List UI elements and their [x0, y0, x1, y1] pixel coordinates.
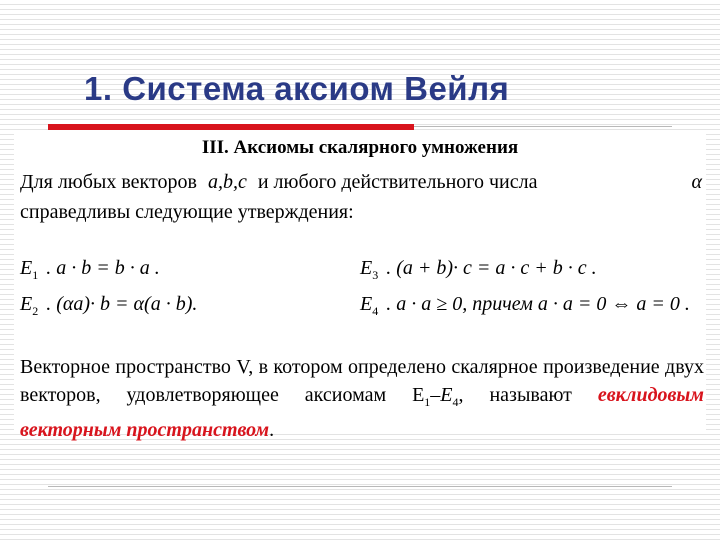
axiom-e2-label: $E_2$ — [20, 293, 39, 318]
axiom-e4 — [360, 293, 690, 319]
intro-suffix: и любого действительного числа — [257, 171, 538, 193]
axiom-e3-label: $E_3$ — [360, 257, 379, 282]
axiom-e1-label: $E_1$ — [20, 257, 39, 282]
axiom-e1-formula: . a · b = b · a . — [46, 257, 160, 279]
definition-text-1: Векторное пространство V, в котором определено скалярное произведение двух векторов, удовлетворяющее аксиомам E — [20, 356, 704, 406]
axiom-e2 — [20, 293, 197, 319]
axiom-e4-formula: . a · a ≥ 0, причем a · a = 0 ⇔ a = 0 . — [386, 293, 690, 315]
axiom-e4-label: $E_4$ — [360, 293, 379, 318]
definition-index-2: 4 — [452, 395, 459, 409]
title-underline-grey — [414, 126, 672, 127]
title-underline-red — [48, 124, 414, 130]
definition-end: . — [269, 419, 275, 441]
axiom-e2-formula: . (αa)· b = α(a · b). — [46, 293, 198, 315]
bottom-divider — [48, 486, 672, 487]
definition-text-2: , называют — [458, 384, 572, 406]
intro-prefix: Для любых векторов — [20, 171, 197, 193]
definition-index-1: 1 — [424, 395, 431, 409]
axiom-e1 — [20, 257, 160, 283]
intro-alpha: α — [691, 171, 702, 193]
slide-title: 1. Система аксиом Вейля — [84, 70, 510, 107]
definition-dash: –E — [430, 384, 453, 406]
definition-paragraph — [20, 353, 704, 444]
definition-highlight: евклидовым векторным пространством — [20, 384, 704, 441]
slide-content — [14, 133, 706, 441]
intro-vectors: a,b,c — [207, 171, 247, 193]
axiom-e3 — [360, 257, 597, 283]
intro-line-2: справедливы следующие утверждения: — [20, 201, 354, 223]
section-heading: III. Аксиомы скалярного умножения — [201, 137, 519, 158]
intro-line-1 — [20, 171, 537, 194]
axiom-e3-formula: . (a + b)· c = a · c + b · c . — [386, 257, 597, 279]
